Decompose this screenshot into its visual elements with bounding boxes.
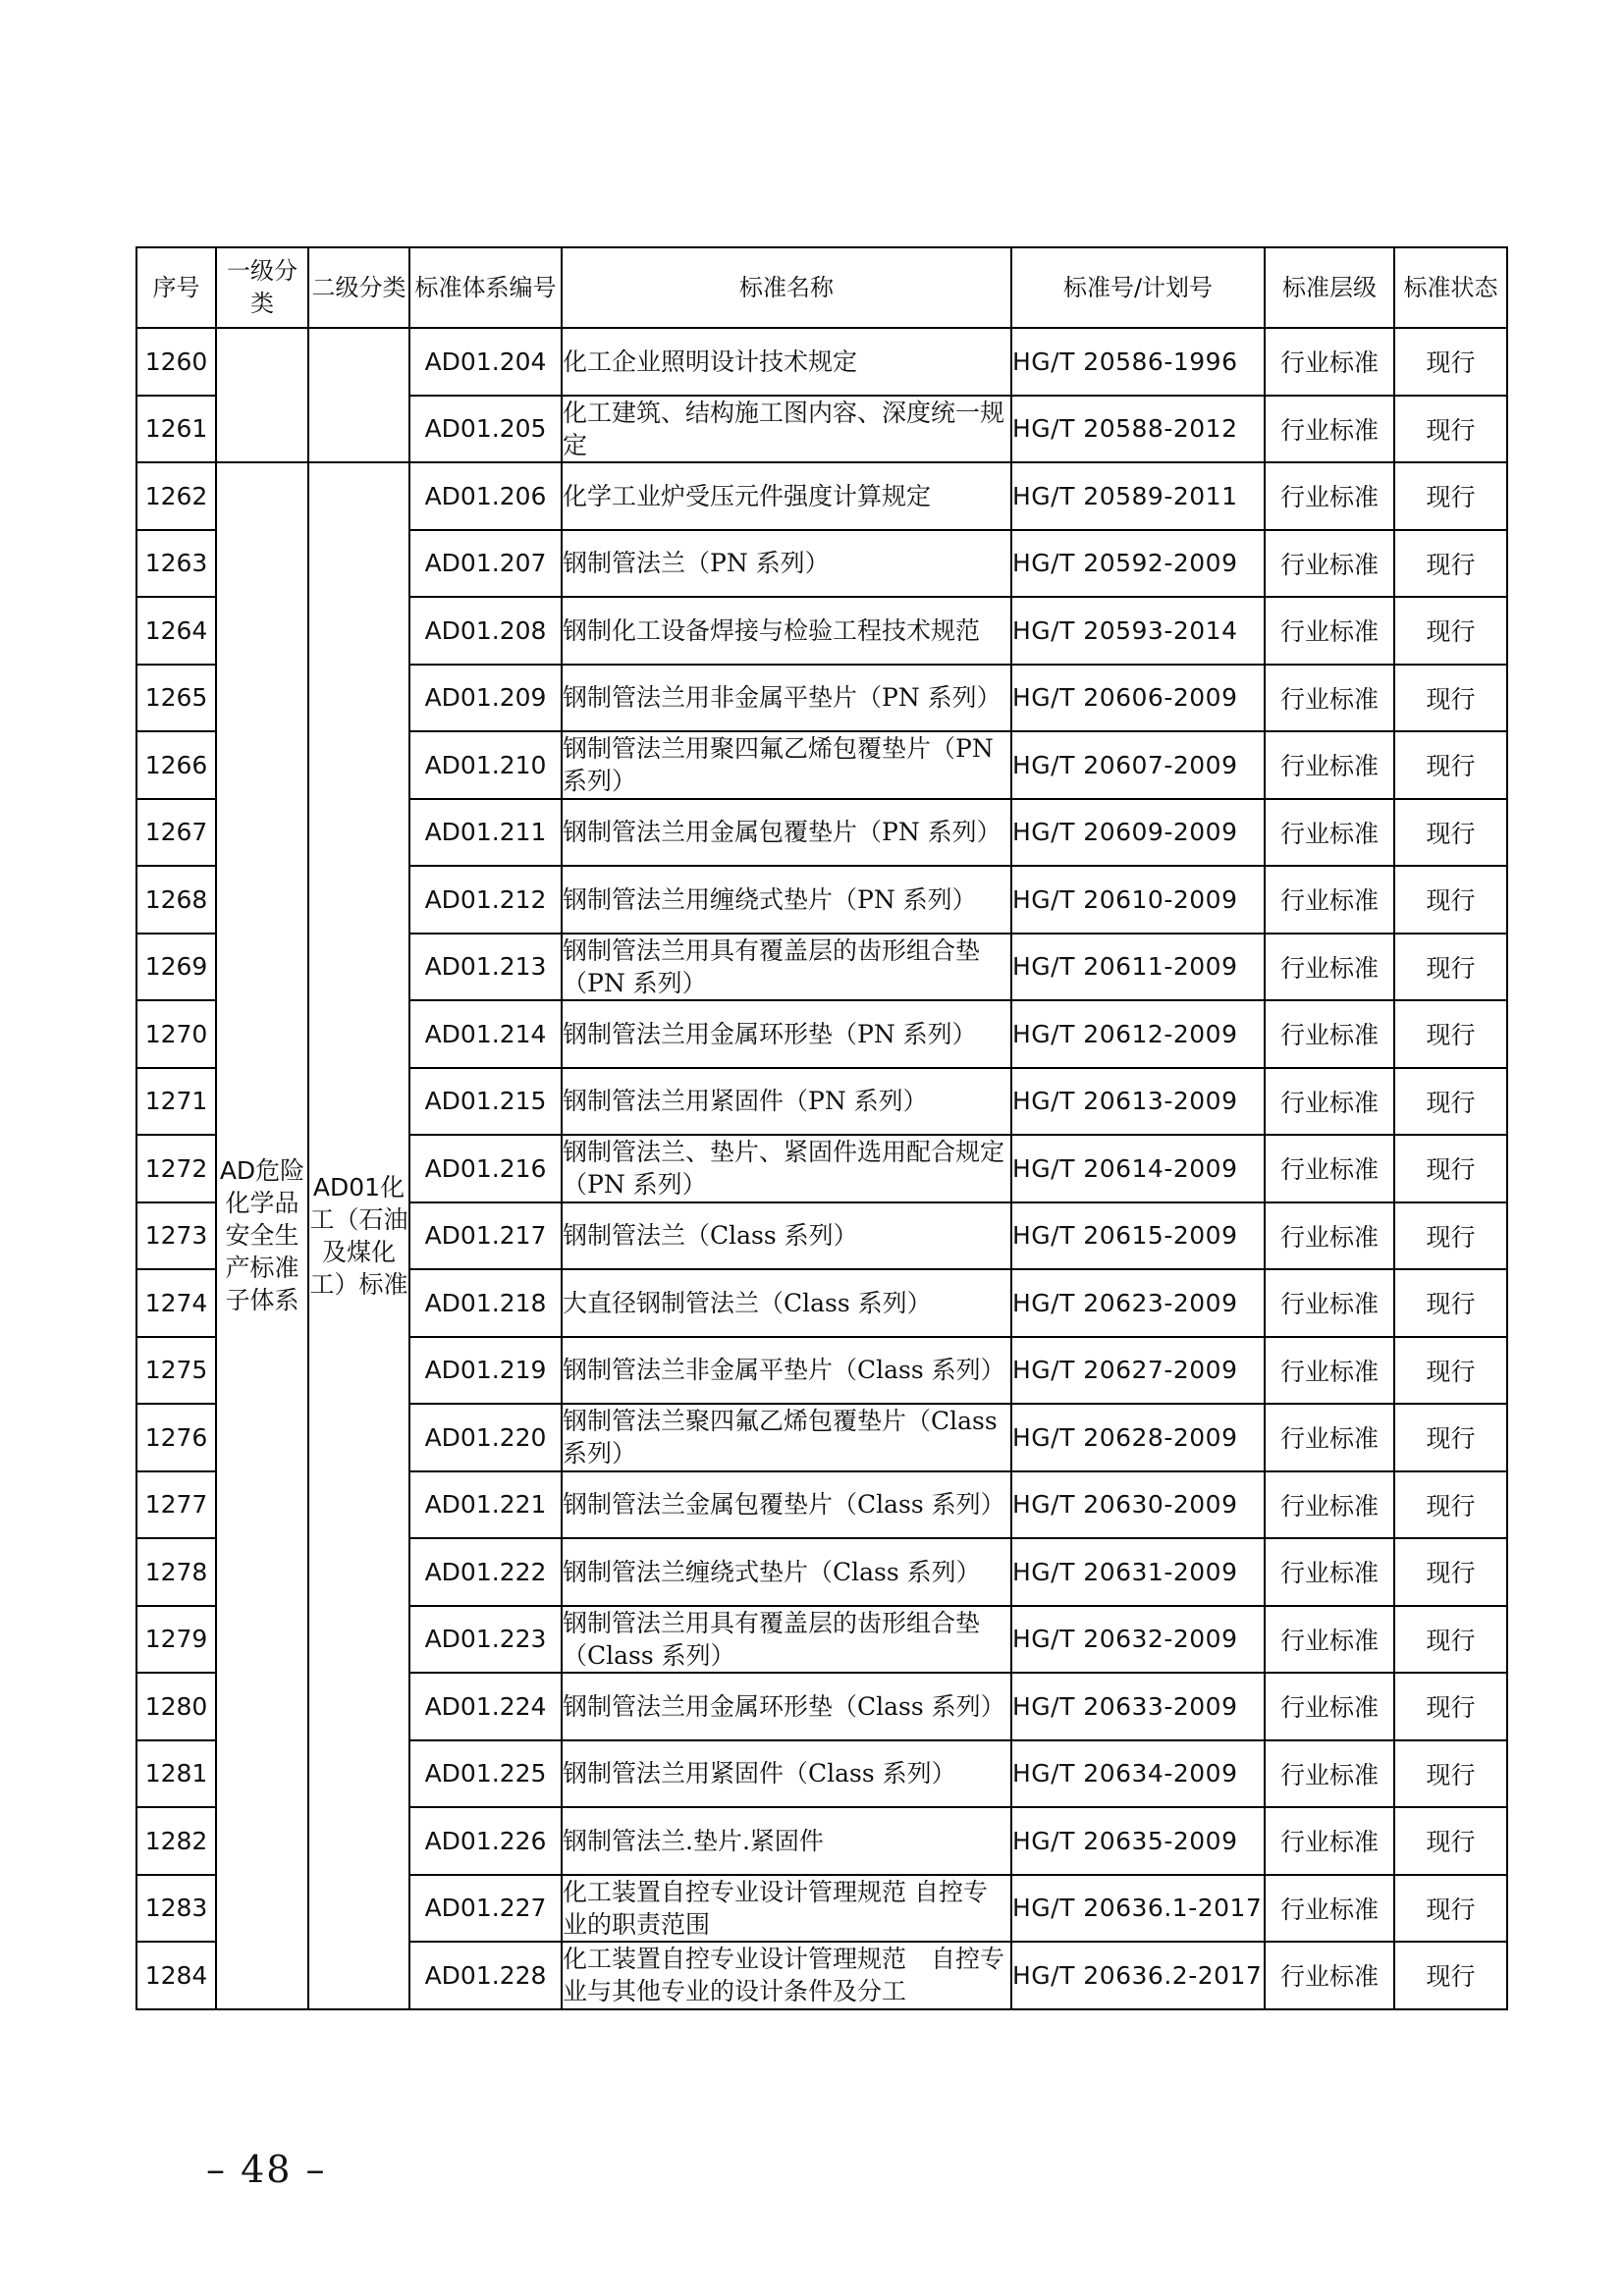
row-standard-number: HG/T 20586-1996 <box>1011 328 1265 396</box>
row-seq: 1274 <box>136 1269 216 1337</box>
row-standard-level: 行业标准 <box>1265 934 1394 1001</box>
row-standard-level: 行业标准 <box>1265 597 1394 665</box>
row-standard-level: 行业标准 <box>1265 1068 1394 1136</box>
row-standard-name: 大直径钢制管法兰（Class 系列） <box>562 1269 1011 1337</box>
row-standard-level: 行业标准 <box>1265 1673 1394 1740</box>
row-standard-level: 行业标准 <box>1265 1875 1394 1943</box>
category1-blank <box>216 328 308 462</box>
header-system-code: 标准体系编号 <box>409 247 562 328</box>
row-standard-level: 行业标准 <box>1265 328 1394 396</box>
row-system-code: AD01.224 <box>409 1673 562 1740</box>
row-standard-status: 现行 <box>1394 462 1507 530</box>
row-system-code: AD01.207 <box>409 530 562 598</box>
row-system-code: AD01.223 <box>409 1606 562 1674</box>
row-standard-name: 钢制管法兰用紧固件（Class 系列） <box>562 1740 1011 1808</box>
row-system-code: AD01.226 <box>409 1807 562 1875</box>
header-standard-number: 标准号/计划号 <box>1011 247 1265 328</box>
row-standard-number: HG/T 20610-2009 <box>1011 866 1265 934</box>
row-standard-status: 现行 <box>1394 1673 1507 1740</box>
header-category1: 一级分类 <box>216 247 308 328</box>
row-standard-status: 现行 <box>1394 731 1507 799</box>
row-standard-number: HG/T 20631-2009 <box>1011 1538 1265 1606</box>
row-standard-number: HG/T 20633-2009 <box>1011 1673 1265 1740</box>
row-seq: 1269 <box>136 934 216 1001</box>
row-seq: 1272 <box>136 1135 216 1202</box>
row-standard-level: 行业标准 <box>1265 731 1394 799</box>
row-standard-number: HG/T 20615-2009 <box>1011 1202 1265 1270</box>
row-standard-number: HG/T 20635-2009 <box>1011 1807 1265 1875</box>
row-standard-name: 钢制管法兰用紧固件（PN 系列） <box>562 1068 1011 1136</box>
row-standard-number: HG/T 20606-2009 <box>1011 665 1265 732</box>
row-standard-level: 行业标准 <box>1265 866 1394 934</box>
row-system-code: AD01.218 <box>409 1269 562 1337</box>
row-seq: 1261 <box>136 396 216 463</box>
row-standard-status: 现行 <box>1394 1068 1507 1136</box>
row-standard-number: HG/T 20589-2011 <box>1011 462 1265 530</box>
row-seq: 1265 <box>136 665 216 732</box>
row-standard-name: 钢制管法兰（Class 系列） <box>562 1202 1011 1270</box>
row-standard-name: 钢制化工设备焊接与检验工程技术规范 <box>562 597 1011 665</box>
row-seq: 1277 <box>136 1471 216 1539</box>
row-standard-level: 行业标准 <box>1265 1942 1394 2009</box>
row-standard-level: 行业标准 <box>1265 462 1394 530</box>
row-standard-name: 钢制管法兰用金属环形垫（PN 系列） <box>562 1000 1011 1068</box>
row-standard-level: 行业标准 <box>1265 1471 1394 1539</box>
row-standard-name: 钢制管法兰用非金属平垫片（PN 系列） <box>562 665 1011 732</box>
row-standard-level: 行业标准 <box>1265 1404 1394 1471</box>
row-standard-number: HG/T 20628-2009 <box>1011 1404 1265 1471</box>
row-seq: 1281 <box>136 1740 216 1808</box>
row-system-code: AD01.225 <box>409 1740 562 1808</box>
row-standard-number: HG/T 20588-2012 <box>1011 396 1265 463</box>
row-standard-status: 现行 <box>1394 1740 1507 1808</box>
row-seq: 1260 <box>136 328 216 396</box>
row-standard-number: HG/T 20613-2009 <box>1011 1068 1265 1136</box>
row-standard-number: HG/T 20630-2009 <box>1011 1471 1265 1539</box>
table-row <box>136 328 1507 396</box>
header-standard-status: 标准状态 <box>1394 247 1507 328</box>
row-seq: 1280 <box>136 1673 216 1740</box>
row-standard-status: 现行 <box>1394 1807 1507 1875</box>
row-standard-name: 化工装置自控专业设计管理规范 自控专业的职责范围 <box>562 1875 1011 1943</box>
row-standard-number: HG/T 20612-2009 <box>1011 1000 1265 1068</box>
row-standard-name: 钢制管法兰用金属环形垫（Class 系列） <box>562 1673 1011 1740</box>
row-system-code: AD01.213 <box>409 934 562 1001</box>
row-seq: 1266 <box>136 731 216 799</box>
row-standard-level: 行业标准 <box>1265 1740 1394 1808</box>
table-header-row <box>136 247 1507 328</box>
row-standard-name: 化工建筑、结构施工图内容、深度统一规定 <box>562 396 1011 463</box>
row-standard-number: HG/T 20611-2009 <box>1011 934 1265 1001</box>
row-standard-status: 现行 <box>1394 1269 1507 1337</box>
row-standard-status: 现行 <box>1394 1471 1507 1539</box>
header-standard-name: 标准名称 <box>562 247 1011 328</box>
row-standard-status: 现行 <box>1394 866 1507 934</box>
row-standard-name: 化学工业炉受压元件强度计算规定 <box>562 462 1011 530</box>
row-standard-number: HG/T 20636.2-2017 <box>1011 1942 1265 2009</box>
row-system-code: AD01.227 <box>409 1875 562 1943</box>
row-standard-level: 行业标准 <box>1265 1337 1394 1405</box>
row-seq: 1264 <box>136 597 216 665</box>
row-standard-name: 化工装置自控专业设计管理规范 自控专业与其他专业的设计条件及分工 <box>562 1942 1011 2009</box>
row-system-code: AD01.210 <box>409 731 562 799</box>
row-standard-name: 化工企业照明设计技术规定 <box>562 328 1011 396</box>
row-standard-number: HG/T 20592-2009 <box>1011 530 1265 598</box>
row-standard-number: HG/T 20627-2009 <box>1011 1337 1265 1405</box>
row-standard-name: 钢制管法兰、垫片、紧固件选用配合规定（PN 系列） <box>562 1135 1011 1202</box>
row-standard-name: 钢制管法兰缠绕式垫片（Class 系列） <box>562 1538 1011 1606</box>
row-standard-status: 现行 <box>1394 530 1507 598</box>
row-standard-status: 现行 <box>1394 1942 1507 2009</box>
row-seq: 1270 <box>136 1000 216 1068</box>
row-standard-level: 行业标准 <box>1265 799 1394 867</box>
row-standard-level: 行业标准 <box>1265 1606 1394 1674</box>
header-category2: 二级分类 <box>308 247 409 328</box>
row-system-code: AD01.228 <box>409 1942 562 2009</box>
row-seq: 1273 <box>136 1202 216 1270</box>
row-standard-level: 行业标准 <box>1265 396 1394 463</box>
row-standard-status: 现行 <box>1394 396 1507 463</box>
row-standard-level: 行业标准 <box>1265 530 1394 598</box>
row-standard-level: 行业标准 <box>1265 1538 1394 1606</box>
row-standard-name: 钢制管法兰非金属平垫片（Class 系列） <box>562 1337 1011 1405</box>
row-standard-name: 钢制管法兰聚四氟乙烯包覆垫片（Class 系列） <box>562 1404 1011 1471</box>
row-standard-status: 现行 <box>1394 1202 1507 1270</box>
row-seq: 1279 <box>136 1606 216 1674</box>
row-standard-number: HG/T 20614-2009 <box>1011 1135 1265 1202</box>
row-standard-number: HG/T 20607-2009 <box>1011 731 1265 799</box>
standards-table <box>135 246 1508 2010</box>
row-system-code: AD01.222 <box>409 1538 562 1606</box>
header-seq: 序号 <box>136 247 216 328</box>
row-seq: 1267 <box>136 799 216 867</box>
row-standard-status: 现行 <box>1394 665 1507 732</box>
row-system-code: AD01.206 <box>409 462 562 530</box>
category2-blank <box>308 328 409 462</box>
row-seq: 1262 <box>136 462 216 530</box>
row-standard-name: 钢制管法兰用金属包覆垫片（PN 系列） <box>562 799 1011 867</box>
row-seq: 1263 <box>136 530 216 598</box>
row-standard-name: 钢制管法兰（PN 系列） <box>562 530 1011 598</box>
header-standard-level: 标准层级 <box>1265 247 1394 328</box>
category1-cell: AD危险化学品安全生产标准子体系 <box>216 462 308 2009</box>
row-system-code: AD01.212 <box>409 866 562 934</box>
row-seq: 1276 <box>136 1404 216 1471</box>
table-body <box>136 328 1507 2009</box>
row-standard-number: HG/T 20609-2009 <box>1011 799 1265 867</box>
row-system-code: AD01.217 <box>409 1202 562 1270</box>
row-system-code: AD01.221 <box>409 1471 562 1539</box>
row-seq: 1268 <box>136 866 216 934</box>
row-system-code: AD01.205 <box>409 396 562 463</box>
row-seq: 1283 <box>136 1875 216 1943</box>
category2-cell: AD01化工（石油及煤化工）标准 <box>308 462 409 2009</box>
row-standard-number: HG/T 20634-2009 <box>1011 1740 1265 1808</box>
row-standard-number: HG/T 20636.1-2017 <box>1011 1875 1265 1943</box>
row-standard-number: HG/T 20623-2009 <box>1011 1269 1265 1337</box>
row-system-code: AD01.215 <box>409 1068 562 1136</box>
row-standard-number: HG/T 20593-2014 <box>1011 597 1265 665</box>
row-seq: 1284 <box>136 1942 216 2009</box>
row-standard-name: 钢制管法兰用具有覆盖层的齿形组合垫（Class 系列） <box>562 1606 1011 1674</box>
row-standard-number: HG/T 20632-2009 <box>1011 1606 1265 1674</box>
row-standard-status: 现行 <box>1394 934 1507 1001</box>
row-standard-name: 钢制管法兰用具有覆盖层的齿形组合垫（PN 系列） <box>562 934 1011 1001</box>
row-system-code: AD01.208 <box>409 597 562 665</box>
row-standard-name: 钢制管法兰金属包覆垫片（Class 系列） <box>562 1471 1011 1539</box>
row-standard-status: 现行 <box>1394 1875 1507 1943</box>
row-standard-name: 钢制管法兰用聚四氟乙烯包覆垫片（PN系列） <box>562 731 1011 799</box>
row-standard-level: 行业标准 <box>1265 1202 1394 1270</box>
row-standard-level: 行业标准 <box>1265 665 1394 732</box>
row-seq: 1282 <box>136 1807 216 1875</box>
row-standard-name: 钢制管法兰用缠绕式垫片（PN 系列） <box>562 866 1011 934</box>
row-system-code: AD01.219 <box>409 1337 562 1405</box>
row-standard-name: 钢制管法兰.垫片.紧固件 <box>562 1807 1011 1875</box>
row-standard-level: 行业标准 <box>1265 1135 1394 1202</box>
row-system-code: AD01.204 <box>409 328 562 396</box>
row-standard-level: 行业标准 <box>1265 1000 1394 1068</box>
row-seq: 1275 <box>136 1337 216 1405</box>
row-standard-status: 现行 <box>1394 1404 1507 1471</box>
row-standard-status: 现行 <box>1394 1000 1507 1068</box>
row-system-code: AD01.209 <box>409 665 562 732</box>
row-standard-status: 现行 <box>1394 799 1507 867</box>
row-standard-level: 行业标准 <box>1265 1807 1394 1875</box>
row-seq: 1278 <box>136 1538 216 1606</box>
row-standard-status: 现行 <box>1394 1135 1507 1202</box>
row-standard-status: 现行 <box>1394 328 1507 396</box>
row-standard-status: 现行 <box>1394 1337 1507 1405</box>
row-system-code: AD01.214 <box>409 1000 562 1068</box>
row-system-code: AD01.220 <box>409 1404 562 1471</box>
table-row <box>136 462 1507 530</box>
row-system-code: AD01.211 <box>409 799 562 867</box>
row-seq: 1271 <box>136 1068 216 1136</box>
row-standard-level: 行业标准 <box>1265 1269 1394 1337</box>
row-standard-status: 现行 <box>1394 1538 1507 1606</box>
row-standard-status: 现行 <box>1394 1606 1507 1674</box>
page-number: – 48 – <box>206 2148 327 2191</box>
row-standard-status: 现行 <box>1394 597 1507 665</box>
row-system-code: AD01.216 <box>409 1135 562 1202</box>
